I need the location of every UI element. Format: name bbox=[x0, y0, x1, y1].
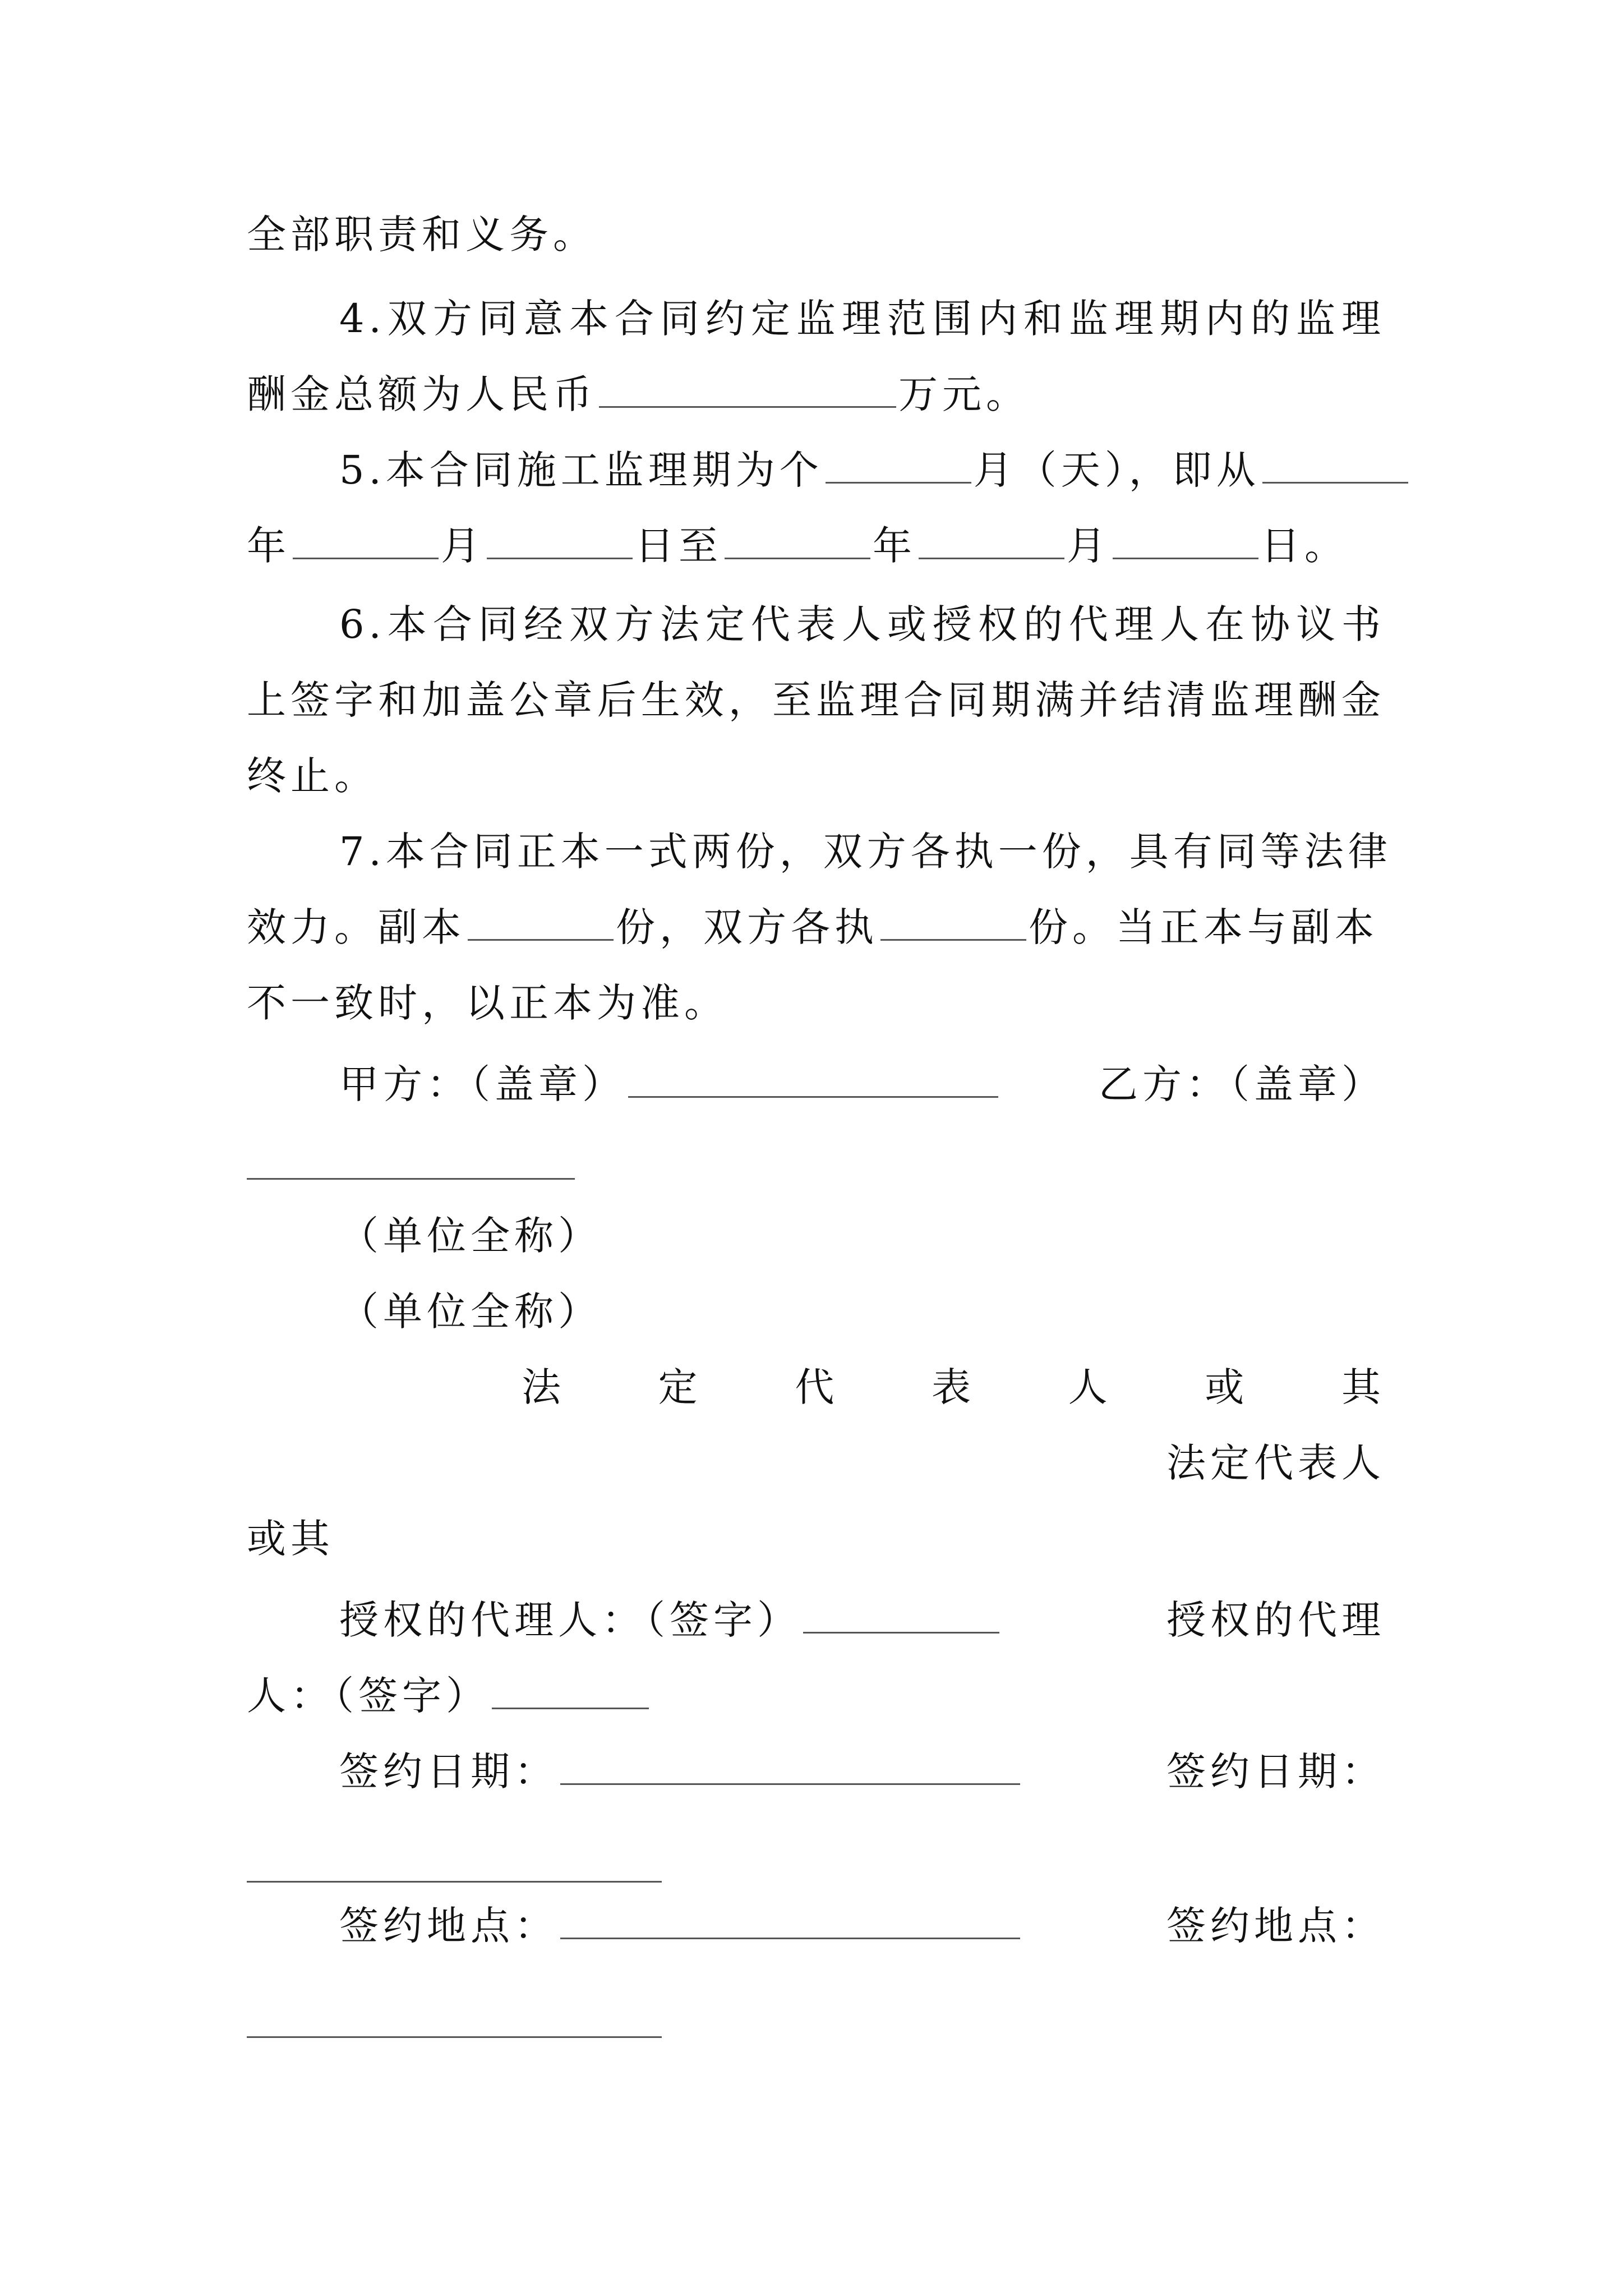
text-fragment: 酬金总额为人民币 bbox=[247, 371, 597, 417]
clause-7-line-1: 7.本合同正本一式两份，双方各执一份，具有同等法律 bbox=[339, 829, 1392, 875]
text-line: 全部职责和义务。 bbox=[247, 211, 597, 257]
agent-b-line-2 bbox=[247, 1669, 1385, 1723]
blank-underline bbox=[599, 369, 896, 408]
date-line bbox=[339, 1745, 1385, 1798]
clause-4-line-1: 4.双方同意本合同约定监理范围内和监理期内的监理 bbox=[339, 296, 1385, 342]
blank-underline bbox=[468, 902, 614, 941]
blank-underline bbox=[560, 1746, 1020, 1785]
clause-7-line-3: 不一致时，以正本为准。 bbox=[247, 980, 728, 1026]
blank-underline bbox=[247, 2036, 662, 2038]
clause-5-line-2 bbox=[247, 519, 1385, 573]
or-its-line: 或其 bbox=[247, 1516, 334, 1562]
party-line bbox=[339, 1057, 1385, 1111]
unit-name-a: （单位全称） bbox=[339, 1213, 602, 1259]
unit-name-b: （单位全称） bbox=[339, 1289, 602, 1335]
place-line bbox=[339, 1899, 1385, 1953]
spread-char: 代 bbox=[795, 1364, 839, 1410]
blank-underline bbox=[628, 1059, 998, 1098]
blank-underline bbox=[1262, 445, 1408, 484]
blank-underline bbox=[803, 1595, 999, 1634]
party-a-label: 甲方：（盖章） bbox=[339, 1061, 626, 1107]
text-fragment: 日至 bbox=[635, 523, 722, 569]
agent-b-label-cont: 人：（签字） bbox=[247, 1673, 490, 1719]
text-fragment: 日。 bbox=[1261, 523, 1348, 569]
clause-7-line-2 bbox=[247, 900, 1385, 954]
spread-char: 人 bbox=[1068, 1364, 1112, 1410]
spread-char: 法 bbox=[522, 1364, 565, 1410]
text-fragment: 5.本合同施工监理期为个 bbox=[339, 447, 823, 493]
blank-underline bbox=[560, 1901, 1020, 1939]
agent-a-label: 授权的代理人：（签字） bbox=[339, 1597, 801, 1643]
text-fragment: 月 bbox=[441, 523, 485, 569]
blank-underline bbox=[1113, 521, 1258, 559]
spread-char: 定 bbox=[658, 1364, 702, 1410]
clause-6-line-3: 终止。 bbox=[247, 753, 378, 799]
party-b-label: 乙方：（盖章） bbox=[1099, 1061, 1385, 1107]
blank-underline bbox=[725, 521, 870, 559]
blank-underline bbox=[293, 521, 439, 559]
text-fragment: 万元。 bbox=[898, 371, 1030, 417]
date-a-label: 签约日期： bbox=[339, 1749, 558, 1795]
place-b-label: 签约地点： bbox=[1166, 1903, 1385, 1949]
text-fragment: 年 bbox=[873, 523, 916, 569]
legal-rep-right: 法定代表人 bbox=[1166, 1440, 1385, 1486]
spread-char: 其 bbox=[1341, 1364, 1385, 1410]
blank-underline bbox=[247, 1881, 662, 1883]
date-b-label: 签约日期： bbox=[1166, 1749, 1385, 1795]
clause-5-line-1 bbox=[339, 443, 1385, 497]
agent-b-label: 授权的代理 bbox=[1166, 1597, 1385, 1643]
agent-line bbox=[339, 1593, 1385, 1647]
text-fragment: 效力。副本 bbox=[247, 904, 465, 950]
blank-underline bbox=[487, 521, 633, 559]
text-fragment: 份。当正本与副本 bbox=[1029, 904, 1378, 950]
text-fragment: 份，双方各执 bbox=[616, 904, 878, 950]
blank-underline bbox=[826, 445, 971, 484]
text-fragment: 月（天），即从 bbox=[973, 447, 1260, 493]
clause-6-line-2: 上签字和加盖公章后生效，至监理合同期满并结清监理酬金 bbox=[247, 677, 1385, 723]
text-fragment: 年 bbox=[247, 523, 291, 569]
legal-rep-spread-line bbox=[522, 1360, 1385, 1414]
text-fragment: 月 bbox=[1067, 523, 1110, 569]
spread-char: 表 bbox=[931, 1364, 975, 1410]
place-a-label: 签约地点： bbox=[339, 1903, 558, 1949]
spread-char: 或 bbox=[1205, 1364, 1249, 1410]
blank-underline bbox=[919, 521, 1064, 559]
blank-underline bbox=[492, 1671, 649, 1709]
blank-underline bbox=[880, 902, 1026, 941]
clause-6-line-1: 6.本合同经双方法定代表人或授权的代理人在协议书 bbox=[339, 601, 1385, 647]
clause-4-line-2 bbox=[247, 367, 1385, 421]
blank-underline bbox=[247, 1178, 575, 1180]
